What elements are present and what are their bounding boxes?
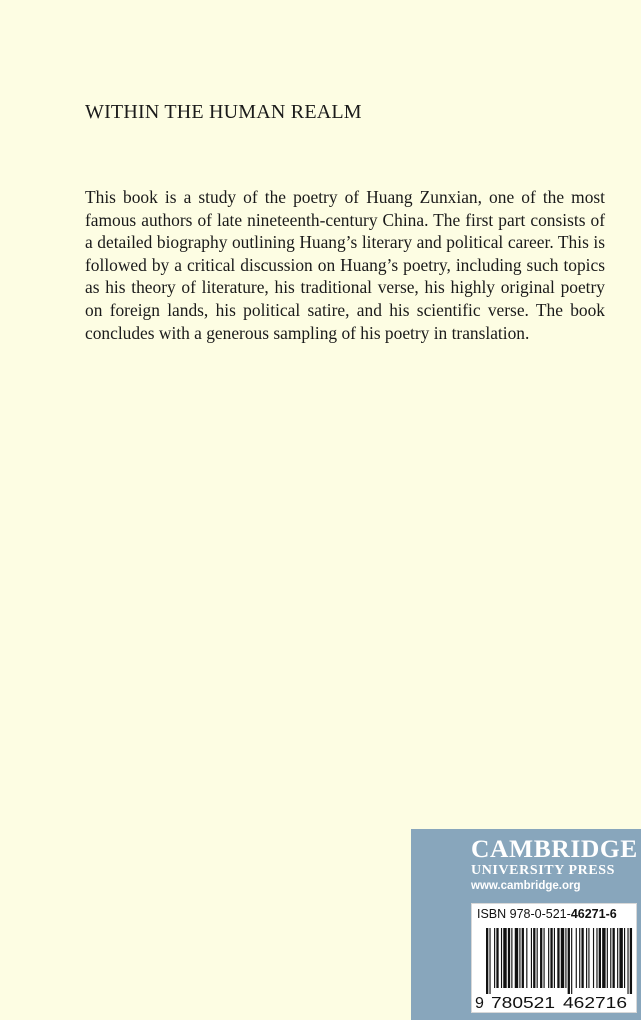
- barcode-bar: [557, 928, 559, 988]
- isbn-prefix: ISBN 978-0-521-: [477, 907, 571, 921]
- barcode-bar: [596, 928, 597, 988]
- barcode-bar: [501, 928, 502, 988]
- barcode-left-digits: 780521: [491, 995, 556, 1012]
- publisher-name: CAMBRIDGE: [471, 834, 638, 863]
- barcode-bar: [581, 928, 583, 988]
- barcode-bar: [568, 928, 570, 994]
- barcode-bar: [627, 928, 628, 994]
- book-title: WITHIN THE HUMAN REALM: [85, 101, 362, 123]
- barcode-bar: [630, 928, 632, 994]
- barcode-bar: [515, 928, 518, 988]
- barcode-bar: [533, 928, 535, 988]
- barcode-bar: [619, 928, 622, 988]
- barcode-bar: [576, 928, 577, 988]
- barcode-bar: [588, 928, 589, 988]
- barcode-bar: [486, 928, 488, 994]
- barcode-bar: [519, 928, 520, 988]
- barcode-graphic: [472, 904, 638, 1014]
- barcode-bar: [544, 928, 545, 988]
- publisher-subtitle: UNIVERSITY PRESS: [471, 863, 616, 878]
- barcode-bar: [496, 928, 498, 988]
- book-description: This book is a study of the poetry of Huang Zunxian, one of the most famous authors of late nineteenth-century China. The first part consists of a detailed biography outlining Huang’s literary and political career. This is followed by a critical discussion on Huang’s poetry, including such topics as his theory of literature, his traditional verse, his highly original poetry on foreign lands, his political satire, and his scientific verse. The book concludes with a generous sampling of his poetry in translation.: [85, 187, 605, 343]
- barcode-bar: [593, 928, 594, 988]
- barcode-bar: [540, 928, 542, 988]
- barcode-bar: [526, 928, 527, 988]
- barcode-bar: [571, 928, 572, 994]
- barcode-bar: [531, 928, 532, 988]
- barcode-bar: [610, 928, 611, 988]
- publisher-block: [411, 829, 641, 1020]
- barcode-bar: [511, 928, 512, 988]
- barcode-bar: [494, 928, 495, 988]
- barcode-bar: [613, 928, 615, 988]
- barcode-bar: [617, 928, 618, 988]
- barcode-bar: [522, 928, 524, 988]
- barcode-bar: [508, 928, 510, 988]
- barcode-bar: [586, 928, 587, 988]
- isbn-barcode: [471, 903, 637, 1013]
- barcode-bar: [561, 928, 564, 988]
- barcode-bar: [602, 928, 605, 988]
- isbn-suffix: 46271-6: [570, 907, 617, 921]
- barcode-bar: [489, 928, 490, 994]
- barcode-first-digit: 9: [475, 995, 484, 1012]
- barcode-bar: [565, 928, 566, 988]
- barcode-bar: [550, 928, 552, 988]
- barcode-bar: [579, 928, 580, 988]
- barcode-bar: [599, 928, 601, 988]
- barcode-bar: [607, 928, 608, 988]
- barcode-bar: [554, 928, 555, 988]
- barcode-bar: [537, 928, 538, 988]
- barcode-bars: [486, 928, 632, 994]
- barcode-right-digits: 462716: [563, 995, 628, 1012]
- barcode-bar: [503, 928, 506, 988]
- barcode-bar: [548, 928, 549, 988]
- barcode-bar: [624, 928, 625, 988]
- publisher-url[interactable]: www.cambridge.org: [471, 880, 581, 892]
